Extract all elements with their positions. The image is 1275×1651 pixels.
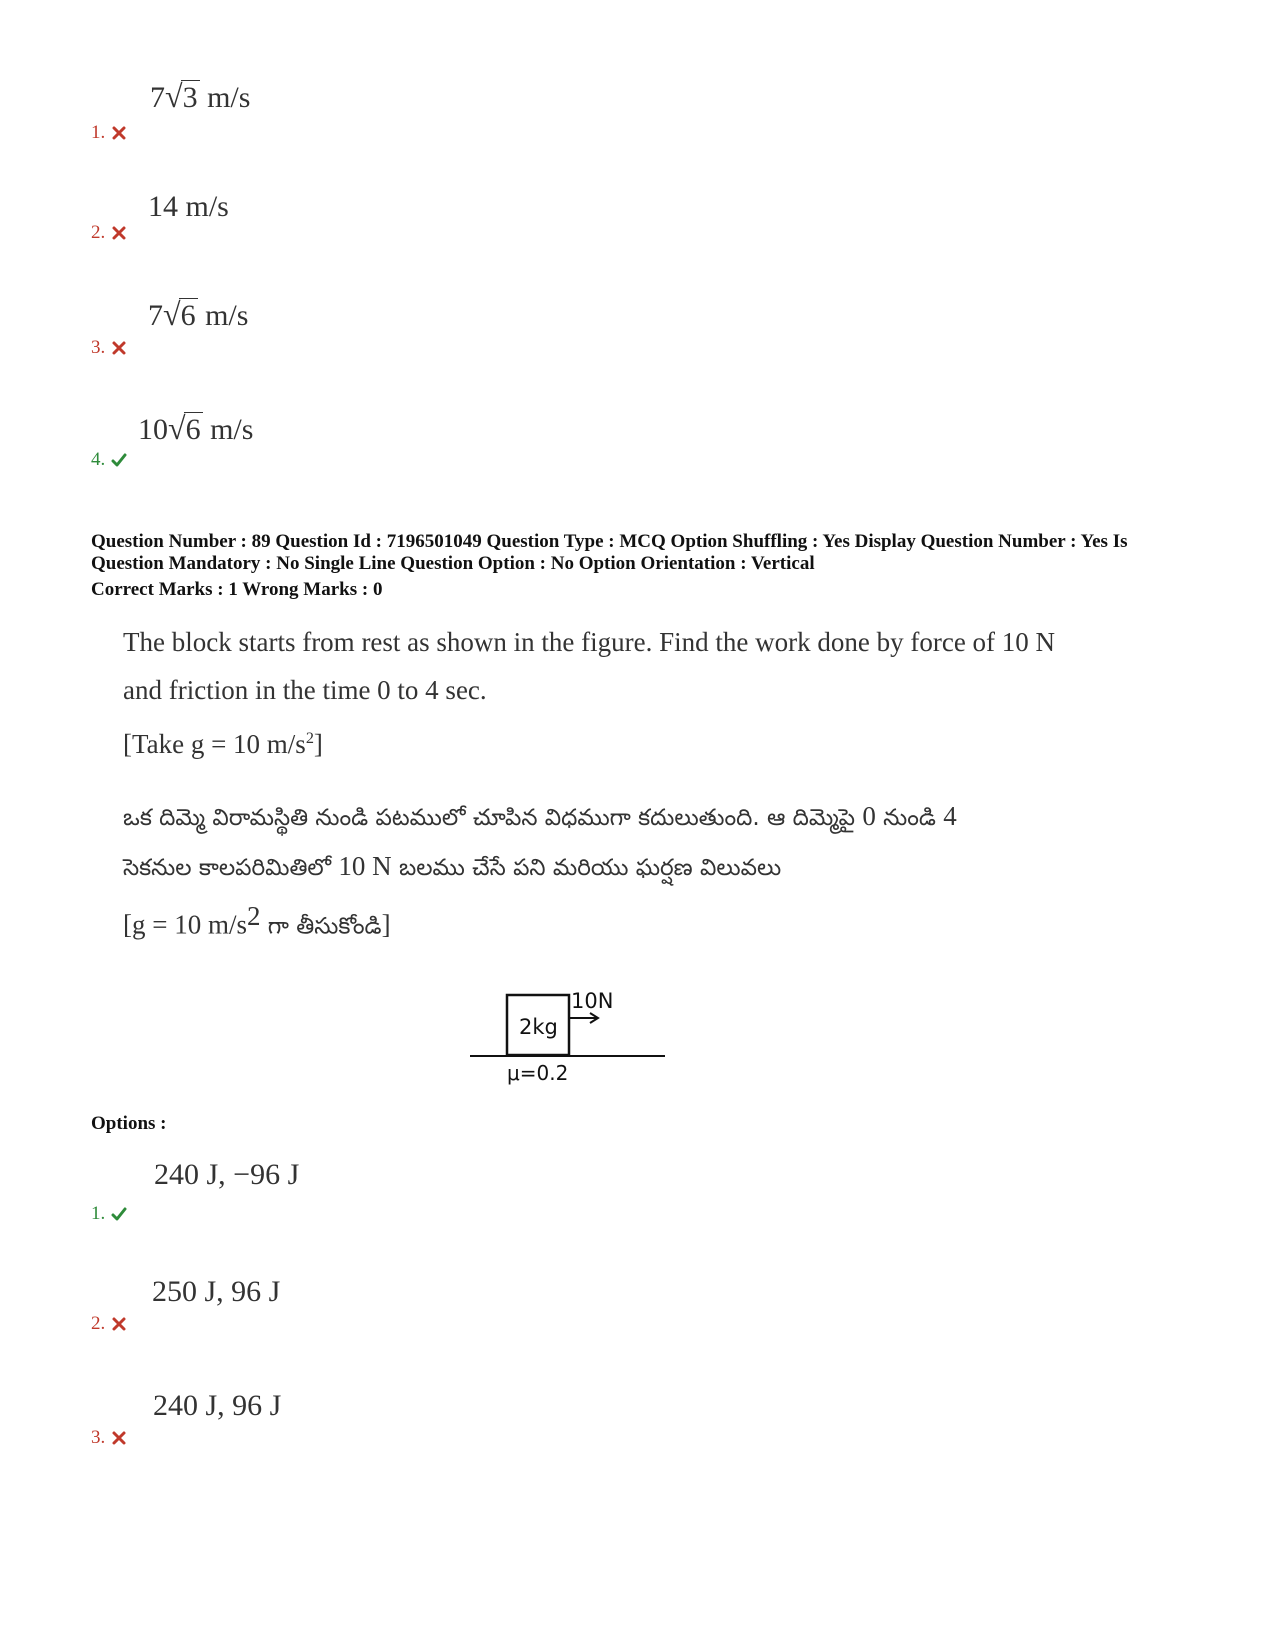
question-text-english: The block starts from rest as shown in the figure. Find the work done by force of 10 N and friction in the time 0 to 4 sec. [Take g = 10 $m/s^2$] bbox=[123, 627, 1056, 759]
prev-option-2-text: 14 m/s bbox=[148, 190, 229, 223]
prev-option-1-text: 7√3 m/s bbox=[150, 78, 251, 114]
prev-option-4-marker: 4. bbox=[91, 449, 127, 471]
cross-icon bbox=[111, 125, 127, 141]
prev-option-4-text: 10√6 m/s bbox=[138, 410, 254, 446]
prev-option-1-marker: 1. bbox=[91, 122, 127, 144]
cross-icon bbox=[111, 340, 127, 356]
block-label: 2kg bbox=[519, 1015, 558, 1039]
meta-line-2: Question Mandatory : No Single Line Question Option : No Option Orientation : Vertical bbox=[91, 553, 815, 574]
option-1-marker: 1. bbox=[91, 1203, 127, 1225]
block-figure bbox=[465, 980, 675, 1090]
cross-icon bbox=[111, 1316, 127, 1332]
cross-icon bbox=[111, 225, 127, 241]
prev-option-3-text: 7√6 m/s bbox=[148, 296, 249, 332]
option-2-text: 250 J, 96 J bbox=[152, 1275, 281, 1308]
sqrt-symbol: √3 bbox=[165, 78, 198, 114]
prev-option-2-marker: 2. bbox=[91, 222, 127, 244]
option-3-marker: 3. bbox=[91, 1427, 127, 1449]
option-2-marker: 2. bbox=[91, 1313, 127, 1335]
question-text-telugu: ఒక దిమ్మె విరామస్థితి నుండి పటములో చూపిన విధముగా కదులుతుంది. ఆ దిమ్మెపై 0 నుండి 4 సెకనుల కాలపరిమితిలో 10 N బలము చేసే పని మరియు ఘర్షణ విలువలు [g = 10 $m/s^2$ గా తీసుకోండి] bbox=[123, 801, 957, 940]
cross-icon bbox=[111, 1430, 127, 1446]
sqrt-symbol: √6 bbox=[163, 296, 196, 332]
option-1-text: 240 J, −96 J bbox=[154, 1158, 300, 1191]
prev-option-3-marker: 3. bbox=[91, 337, 127, 359]
check-icon bbox=[111, 452, 127, 468]
friction-label: μ=0.2 bbox=[507, 1061, 569, 1085]
options-label: Options : bbox=[91, 1113, 167, 1134]
check-icon bbox=[111, 1206, 127, 1222]
meta-line-3: Correct Marks : 1 Wrong Marks : 0 bbox=[91, 579, 383, 600]
sqrt-symbol: √6 bbox=[168, 410, 201, 446]
meta-line-1: Question Number : 89 Question Id : 7196501049 Question Type : MCQ Option Shuffling : Yes Display Question Number : Yes Is bbox=[91, 531, 1128, 552]
option-3-text: 240 J, 96 J bbox=[153, 1389, 282, 1422]
force-label: 10N bbox=[571, 989, 614, 1013]
question-meta bbox=[91, 531, 1201, 601]
